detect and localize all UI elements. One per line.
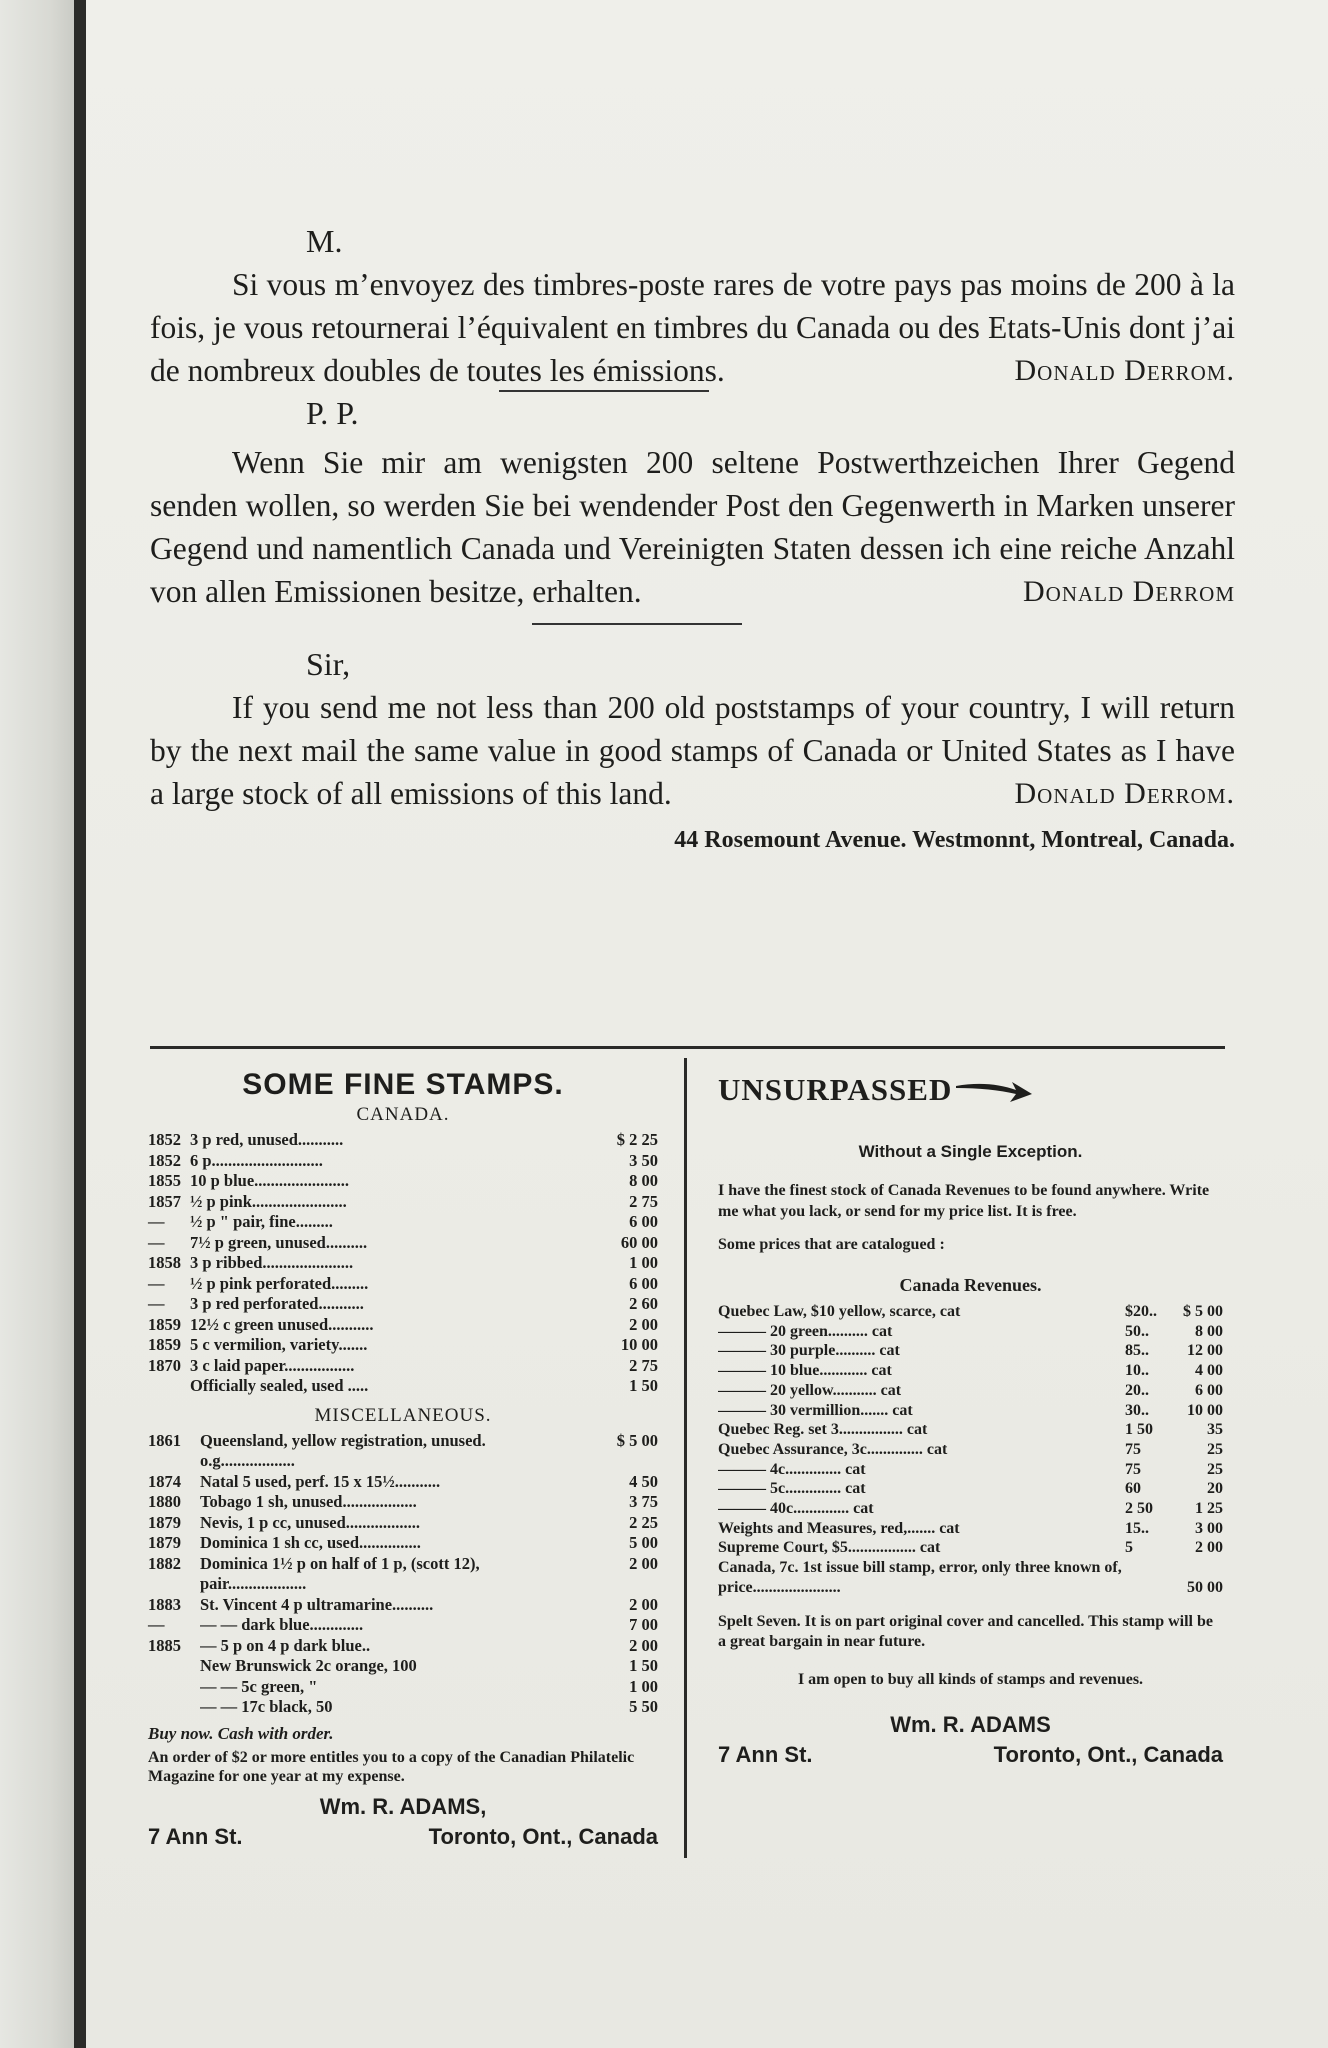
price-row-year: — [148, 1615, 165, 1634]
revenue-desc: ——— 5c.............. cat [718, 1480, 866, 1498]
price-row-year: 1852 [148, 1130, 181, 1149]
price-row-year: 1882 [148, 1553, 181, 1573]
revenue-price: 2 00 [1195, 1539, 1223, 1557]
price-row-price: 2 00 [629, 1553, 658, 1573]
revenue-desc: ——— 10 blue............ cat [718, 1362, 892, 1380]
revenue-row [718, 1499, 1223, 1519]
left-ad-title: SOME FINE STAMPS. [242, 1068, 564, 1101]
price-row-price: 3 50 [629, 1150, 658, 1170]
price-row-desc: New Brunswick 2c orange, 100 [200, 1656, 417, 1675]
revenue-row [718, 1479, 1223, 1499]
revenue-desc: Supreme Court, $5................. cat [718, 1539, 941, 1557]
sender-address: 44 Rosemount Avenue. Westmonnt, Montreal, Canada. [674, 827, 1235, 853]
english-salutation: Sir, [306, 646, 351, 682]
price-row [148, 1533, 658, 1554]
price-row-desc: Dominica 1 sh cc, used............... [200, 1533, 421, 1552]
price-row [148, 1151, 658, 1172]
revenue-catalogue: 75 [1125, 1460, 1141, 1478]
revenue-price: 25 [1207, 1440, 1223, 1458]
price-row [148, 1356, 658, 1377]
price-row-desc: 10 p blue....................... [190, 1171, 350, 1190]
price-row-desc: Officially sealed, used ..... [190, 1376, 369, 1395]
french-salutation: M. [306, 223, 343, 259]
right-ad-title-row [718, 1072, 1223, 1108]
bill-stamp-row: Canada, 7c. 1st issue bill stamp, error, only three known of, price...................... 50 00 [718, 1559, 1223, 1596]
revenue-row [718, 1538, 1223, 1558]
price-row-price: 2 00 [629, 1314, 658, 1334]
revenue-desc: ——— 20 yellow........... cat [718, 1381, 902, 1399]
price-row-desc: Natal 5 used, perf. 15 x 15½........... [200, 1471, 441, 1491]
price-row-year: 1858 [148, 1253, 181, 1272]
right-seller-address [718, 1742, 1223, 1768]
right-ad-title: UNSURPASSED [718, 1072, 953, 1107]
revenue-catalogue: 85.. [1125, 1342, 1149, 1360]
price-row [148, 1192, 658, 1213]
price-row [148, 1656, 658, 1677]
left-seller-street: 7 Ann St. [148, 1823, 243, 1849]
price-row-desc: 6 p........................... [190, 1150, 323, 1170]
revenue-desc: ——— 30 vermillion....... cat [718, 1401, 913, 1419]
english-salutation-row [150, 623, 1235, 686]
price-row-desc: — — 5c green, " [200, 1676, 318, 1696]
price-row-price: 2 75 [629, 1191, 658, 1211]
price-row-desc: Nevis, 1 p cc, unused.................. [200, 1512, 421, 1532]
price-row-price: 2 00 [629, 1635, 658, 1655]
revenue-row [718, 1440, 1223, 1460]
price-row-price: 6 00 [629, 1212, 658, 1231]
price-row [148, 1233, 658, 1254]
price-row [148, 1294, 658, 1315]
price-row-desc: — — dark blue............. [200, 1615, 364, 1634]
price-row-price: 8 00 [629, 1171, 658, 1190]
price-row [148, 1677, 658, 1698]
revenue-price: 8 00 [1195, 1322, 1223, 1340]
left-advertisement [148, 1060, 658, 1850]
price-row-desc: 3 c laid paper................. [190, 1355, 355, 1375]
revenue-price: 10 00 [1187, 1401, 1223, 1419]
price-row-year: 1857 [148, 1191, 181, 1211]
revenue-catalogue: 20.. [1125, 1381, 1149, 1399]
misc-heading: MISCELLANEOUS. [314, 1404, 492, 1426]
price-row-price: 2 00 [629, 1594, 658, 1614]
price-row-price: $ 5 00 [616, 1430, 658, 1450]
price-row-year: 1879 [148, 1512, 181, 1532]
revenue-catalogue: 5 [1125, 1539, 1133, 1557]
english-signature: Donald Derrom. [1014, 777, 1235, 810]
price-row-price: $ 2 25 [616, 1130, 658, 1149]
price-row-price: 3 75 [629, 1492, 658, 1511]
revenue-row [718, 1381, 1223, 1401]
price-row-year: 1855 [148, 1171, 181, 1190]
revenue-row [718, 1519, 1223, 1539]
price-row-desc: 7½ p green, unused.......... [190, 1232, 368, 1252]
price-row-price: 1 50 [629, 1656, 658, 1675]
price-row-year: — [148, 1273, 165, 1293]
revenue-desc: Quebec Law, $10 yellow, scarce, cat [718, 1303, 961, 1320]
price-row-price: 5 50 [629, 1697, 658, 1716]
price-row-desc: — 5 p on 4 p dark blue.. [200, 1635, 371, 1655]
price-row-price: 6 00 [629, 1273, 658, 1293]
revenue-price: 1 25 [1195, 1500, 1223, 1518]
price-row [148, 1335, 658, 1356]
price-row-year: 1883 [148, 1594, 181, 1614]
price-row-desc: Dominica 1½ p on half of 1 p, (scott 12), pair................... [200, 1553, 480, 1593]
english-body: If you send me not less than 200 old poststamps of your country, I will return by the next mail the same value in good stamps of Canada or United States as I have a large stock of all emissions of this land. [150, 690, 1235, 811]
price-row-price: 10 00 [620, 1335, 658, 1354]
price-row [148, 1376, 658, 1397]
offer-note: An order of $2 or more entitles you to a copy of the Canadian Philatelic Magazine for one year at my expense. [148, 1748, 635, 1785]
german-salutation: P. P. [306, 395, 359, 431]
revenue-catalogue: 15.. [1125, 1519, 1149, 1537]
right-seller-city: Toronto, Ont., Canada [993, 1741, 1223, 1767]
price-row [148, 1253, 658, 1274]
catalogued-note: Some prices that are catalogued : [718, 1236, 945, 1253]
price-row [148, 1472, 658, 1493]
price-row-price: 5 00 [629, 1533, 658, 1552]
price-row-price: 60 00 [620, 1232, 658, 1252]
left-seller-city: Toronto, Ont., Canada [428, 1823, 658, 1849]
revenues-heading: Canada Revenues. [899, 1275, 1042, 1295]
price-row [148, 1212, 658, 1233]
revenue-catalogue: 30.. [1125, 1401, 1149, 1419]
revenue-row [718, 1460, 1223, 1480]
price-row-year: 1852 [148, 1150, 181, 1170]
revenue-row [718, 1322, 1223, 1342]
price-row [148, 1431, 658, 1472]
price-row-desc: Tobago 1 sh, unused.................. [200, 1492, 417, 1511]
right-ad-subtitle: Without a Single Exception. [858, 1142, 1083, 1161]
german-salutation-row [150, 392, 1235, 435]
revenue-price: 20 [1207, 1480, 1223, 1498]
price-row-year: — [148, 1212, 165, 1231]
revenue-price: $ 5 00 [1183, 1303, 1223, 1320]
german-signature: Donald Derrom [1023, 575, 1235, 608]
price-row-year: 1861 [148, 1430, 181, 1450]
price-row-year [148, 1376, 190, 1397]
price-row [148, 1595, 658, 1616]
right-advertisement [718, 1060, 1223, 1768]
book-spine [74, 0, 86, 2048]
separator-line [499, 390, 709, 392]
left-seller-name: Wm. R. ADAMS, [319, 1793, 487, 1819]
revenue-catalogue: $20.. [1125, 1303, 1157, 1320]
price-row-year: 1874 [148, 1471, 181, 1491]
price-row [148, 1615, 658, 1636]
revenue-desc: ——— 4c.............. cat [718, 1460, 866, 1478]
revenue-price: 12 00 [1187, 1342, 1223, 1360]
spelt-note: Spelt Seven. It is on part original cover and cancelled. This stamp will be a great bargain in near future. [718, 1612, 1213, 1650]
price-row-desc: Queensland, yellow registration, unused. o.g.................. [200, 1430, 486, 1470]
price-row-desc: 3 p red perforated........... [190, 1294, 364, 1313]
price-row [148, 1636, 658, 1657]
left-seller-address [148, 1824, 658, 1850]
revenue-desc: Weights and Measures, red,....... cat [718, 1519, 960, 1537]
price-row-desc: St. Vincent 4 p ultramarine.......... [200, 1594, 434, 1614]
price-row [148, 1171, 658, 1192]
price-row-price: 2 60 [629, 1294, 658, 1313]
pointing-arrow-icon [954, 1074, 1034, 1106]
buy-all-note: I am open to buy all kinds of stamps and revenues. [797, 1670, 1144, 1688]
revenue-price: 35 [1207, 1421, 1223, 1439]
revenue-desc: Quebec Assurance, 3c.............. cat [718, 1440, 948, 1458]
revenue-catalogue: 2 50 [1125, 1500, 1153, 1518]
price-row [148, 1274, 658, 1295]
revenue-catalogue: 1 50 [1125, 1421, 1153, 1439]
price-row [148, 1554, 658, 1595]
price-row-price: 7 00 [629, 1615, 658, 1634]
price-row-price: 2 25 [629, 1512, 658, 1532]
price-row-desc: 3 p ribbed...................... [190, 1253, 354, 1272]
price-row-desc: — — 17c black, 50 [200, 1697, 333, 1716]
right-seller-street: 7 Ann St. [718, 1741, 813, 1767]
price-row-price: 2 75 [629, 1355, 658, 1375]
price-row-price: 4 50 [629, 1471, 658, 1491]
revenue-catalogue: 10.. [1125, 1362, 1149, 1380]
price-row-year [148, 1677, 200, 1698]
adjacent-page-edge [0, 0, 84, 2048]
price-row-year: — [148, 1232, 165, 1252]
french-signature: Donald Derrom. [1014, 354, 1235, 387]
right-seller-name: Wm. R. ADAMS [890, 1711, 1051, 1737]
price-row-year: 1870 [148, 1355, 181, 1375]
revenue-desc: ——— 30 purple.......... cat [718, 1342, 900, 1360]
price-row-year: 1859 [148, 1314, 181, 1334]
column-divider [684, 1058, 687, 1858]
revenue-catalogue: 75 [1125, 1440, 1141, 1458]
horizontal-rule [150, 1046, 1225, 1049]
revenue-catalogue: 60 [1125, 1480, 1141, 1498]
price-row-year [148, 1697, 200, 1718]
revenue-row [718, 1341, 1223, 1361]
revenue-price: 4 00 [1195, 1362, 1223, 1380]
price-row-year: 1859 [148, 1335, 181, 1354]
revenues-price-list [718, 1302, 1223, 1558]
revenue-catalogue: 50.. [1125, 1322, 1149, 1340]
french-body: Si vous m’envoyez des timbres-poste rares de votre pays pas moins de 200 à la fois, je vous retournerai l’équivalent en timbres du Canada ou des Etats-Unis dont j’ai de nombreux doubles de toutes les émissions. [150, 267, 1235, 388]
price-row [148, 1492, 658, 1513]
price-row-desc: 5 c vermilion, variety....... [190, 1335, 368, 1354]
price-row-price: 1 00 [629, 1253, 658, 1272]
revenue-desc: ——— 20 green.......... cat [718, 1322, 893, 1340]
price-row [148, 1697, 658, 1718]
buy-now-note: Buy now. Cash with order. [148, 1723, 334, 1743]
german-body: Wenn Sie mir am wenigsten 200 seltene Postwerthzeichen Ihrer Gegend senden wollen, so werden Sie bei wendender Post den Gegenwerth in Marken unserer Gegend und namentlich Canada und Vereinigten Staten dessen ich eine reiche Anzahl von allen Emissionen besitze, erhalten. [150, 445, 1235, 609]
price-row [148, 1130, 658, 1151]
revenue-row [718, 1302, 1223, 1322]
price-row-desc: 12½ c green unused........... [190, 1314, 374, 1334]
price-row-desc: 3 p red, unused........... [190, 1130, 344, 1149]
price-row-desc: ½ p pink perforated......... [190, 1273, 369, 1293]
revenue-row [718, 1420, 1223, 1440]
revenue-desc: ——— 40c.............. cat [718, 1500, 874, 1518]
price-row [148, 1315, 658, 1336]
price-row-year: — [148, 1294, 165, 1313]
price-row-year [148, 1656, 200, 1677]
price-row-price: 1 00 [629, 1676, 658, 1696]
revenue-row [718, 1361, 1223, 1381]
price-row-year: 1880 [148, 1492, 181, 1511]
revenue-price: 25 [1207, 1460, 1223, 1478]
revenue-row [718, 1401, 1223, 1421]
revenue-desc: Quebec Reg. set 3................ cat [718, 1421, 928, 1439]
separator-line [532, 623, 742, 625]
right-ad-intro: I have the finest stock of Canada Revenues to be found anywhere. Write me what you lack, or send for my price list. It is free. [718, 1182, 1210, 1220]
price-row [148, 1513, 658, 1534]
canada-heading: CANADA. [356, 1104, 450, 1125]
letter [150, 220, 1235, 862]
revenue-price: 6 00 [1195, 1381, 1223, 1399]
price-row-desc: ½ p " pair, fine......... [190, 1212, 333, 1231]
canada-price-list [148, 1130, 658, 1397]
price-row-year: 1879 [148, 1533, 181, 1552]
price-row-price: 1 50 [629, 1376, 658, 1395]
misc-price-list [148, 1431, 658, 1718]
price-row-year: 1885 [148, 1635, 181, 1655]
revenue-price: 3 00 [1195, 1519, 1223, 1537]
price-row-desc: ½ p pink....................... [190, 1191, 347, 1211]
